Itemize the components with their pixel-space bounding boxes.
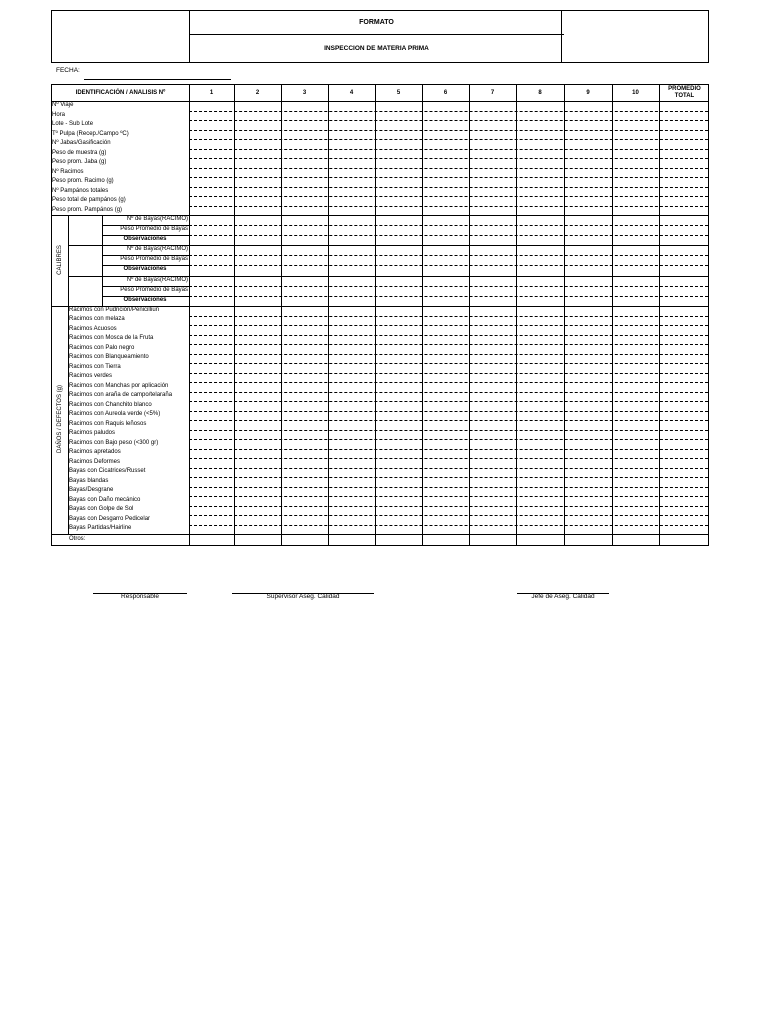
danos-section-label: DAÑOS / DEFECTOS (g) [57, 385, 63, 454]
row-divider [189, 335, 708, 336]
row-divider [189, 430, 708, 431]
defect-row-label: Bayas Partidas/Hairline [69, 525, 132, 532]
row-divider [189, 235, 708, 236]
defect-row-label: Bayas/Desgrane [69, 487, 114, 494]
row-divider [189, 411, 708, 412]
calibres-section-label: CALIBRES [57, 244, 63, 275]
observaciones-label: Observaciones [123, 296, 167, 303]
defect-row-label: Racimos Deformes [69, 458, 121, 465]
defect-row-label: Bayas con Daño mecánico [69, 496, 141, 503]
row-divider [189, 468, 708, 469]
row-divider [189, 325, 708, 326]
row-divider [189, 316, 708, 317]
defect-row-label: Bayas con Desgarro Pedicelar [69, 515, 151, 522]
defect-row-label: Racimos paludos [69, 430, 116, 437]
defect-row-label: Racimos con araña de campo/telaraña [69, 392, 173, 399]
row-divider [189, 120, 708, 121]
calibre-row-label: Peso Promedio de Bayas [120, 256, 188, 263]
row-divider [189, 255, 708, 256]
defect-row-label: Racimos con Aureola verde (<5%) [69, 411, 161, 418]
row-divider [189, 344, 708, 345]
row-divider [189, 496, 708, 497]
row-label: Hora [52, 111, 66, 118]
analysis-column-header: 1 [209, 89, 214, 96]
logo-box [52, 11, 190, 62]
defect-row-label: Racimos con Raquis leñosos [69, 420, 147, 427]
row-divider [189, 225, 708, 226]
danos-label-divider [68, 306, 69, 534]
row-label: Nº Racimos [52, 168, 84, 175]
promedio-total-header: PROMEDIO TOTAL [668, 86, 701, 99]
row-divider [189, 525, 708, 526]
defect-row-label: Bayas blandas [69, 477, 109, 484]
analysis-column-header: 7 [490, 89, 495, 96]
defect-row-label: Bayas con Cicatrices/Russet [69, 468, 146, 475]
row-divider [189, 265, 708, 266]
row-divider [189, 392, 708, 393]
otros-label: Otros: [69, 536, 86, 543]
row-divider [189, 158, 708, 159]
defect-row-label: Racimos verdes [69, 373, 113, 380]
row-divider [189, 363, 708, 364]
defect-row-label: Racimos con melaza [69, 316, 125, 323]
row-divider [189, 373, 708, 374]
section-divider [52, 534, 708, 535]
defect-row-label: Bayas con Golpe de Sol [69, 506, 134, 513]
row-label: Nº Pampános totales [52, 187, 109, 194]
calibre-row-label: Peso Promedio de Bayas [120, 225, 188, 232]
row-divider [189, 206, 708, 207]
row-divider [189, 130, 708, 131]
row-divider [189, 168, 708, 169]
row-divider [189, 187, 708, 188]
row-label: Peso total de pampános (g) [52, 197, 126, 203]
defect-row-label: Racimos con Bajo peso (<300 gr) [69, 439, 159, 446]
defect-row-label: Racimos con Mosca de la Fruta [69, 335, 154, 342]
row-divider [189, 149, 708, 150]
analysis-column-header: 6 [443, 89, 448, 96]
defect-row-label: Racimos con Tierra [69, 363, 121, 370]
defect-row-label: Racimos con Blanqueamiento [69, 354, 149, 361]
defect-row-label: Racimos con Pudrición/Penicilliun [69, 306, 160, 313]
row-label: Peso prom. Jaba (g) [52, 159, 107, 165]
fecha-field[interactable] [84, 79, 231, 80]
row-label: Peso de muestra (g) [52, 149, 107, 156]
row-divider [189, 515, 708, 516]
form-title: INSPECCION DE MATERIA PRIMA [324, 45, 429, 52]
analysis-column-header: 10 [632, 89, 639, 96]
row-divider [189, 177, 708, 178]
row-divider [189, 420, 708, 421]
calibre-row-label: Nº de Bayas(RACIMO) [126, 246, 188, 253]
row-divider [189, 458, 708, 459]
format-label: FORMATO [189, 11, 564, 35]
observaciones-label: Observaciones [123, 266, 167, 273]
jefe-label: Jefe de Aseg. Calidad [531, 593, 595, 600]
row-divider [189, 506, 708, 507]
row-label: Nº Jabas/Gasificación [52, 140, 111, 146]
row-divider [189, 439, 708, 440]
row-divider [189, 401, 708, 402]
row-divider [189, 286, 708, 287]
form-header [51, 10, 709, 63]
row-label: Peso prom. Racimo (g) [52, 178, 114, 184]
calibres-label-divider [68, 215, 69, 306]
header-code-box [561, 11, 708, 62]
header-title-block [189, 11, 564, 62]
analysis-column-header: 2 [255, 89, 260, 96]
defect-row-label: Racimos Acuosos [69, 325, 117, 332]
fecha-label: FECHA: [56, 67, 80, 74]
responsable-label: Responsable [121, 593, 159, 600]
row-divider [189, 111, 708, 112]
observaciones-label: Observaciones [123, 235, 167, 242]
calibre-row-label: Nº de Bayas(RACIMO) [126, 216, 188, 222]
analysis-column-header: 3 [302, 89, 307, 96]
row-divider [189, 382, 708, 383]
row-divider [189, 196, 708, 197]
inspection-table [51, 84, 709, 546]
id-column-header: IDENTIFICACIÓN / ANALISIS Nº [75, 89, 166, 96]
row-divider [189, 354, 708, 355]
header-divider [52, 101, 708, 102]
row-divider [189, 477, 708, 478]
row-label: Tº Pulpa (Recep./Campo ºC) [52, 130, 129, 137]
row-divider [189, 296, 708, 297]
supervisor-label: Supervisor Aseg. Calidad [266, 593, 340, 600]
defect-row-label: Racimos con Palo negro [69, 344, 135, 351]
row-divider [189, 449, 708, 450]
row-label: Nº Viaje [52, 102, 74, 108]
analysis-column-header: 4 [349, 89, 354, 96]
calibres-sublabel-divider [102, 215, 103, 306]
calibre-row-label: Peso Promedio de Bayas [120, 286, 188, 293]
row-divider [189, 487, 708, 488]
defect-row-label: Racimos con Manchas por aplicación [69, 382, 169, 389]
defect-row-label: Racimos con Chanchito blanco [69, 401, 152, 408]
calibre-row-label: Nº de Bayas(RACIMO) [126, 276, 188, 283]
analysis-column-header: 5 [396, 89, 401, 96]
row-divider [189, 139, 708, 140]
row-label: Lote - Sub Lote [52, 121, 94, 127]
analysis-column-header: 8 [538, 89, 542, 96]
defect-row-label: Racimos apretados [69, 449, 121, 456]
analysis-column-header: 9 [586, 89, 590, 96]
row-label: Peso prom. Pampános (g) [52, 206, 123, 213]
